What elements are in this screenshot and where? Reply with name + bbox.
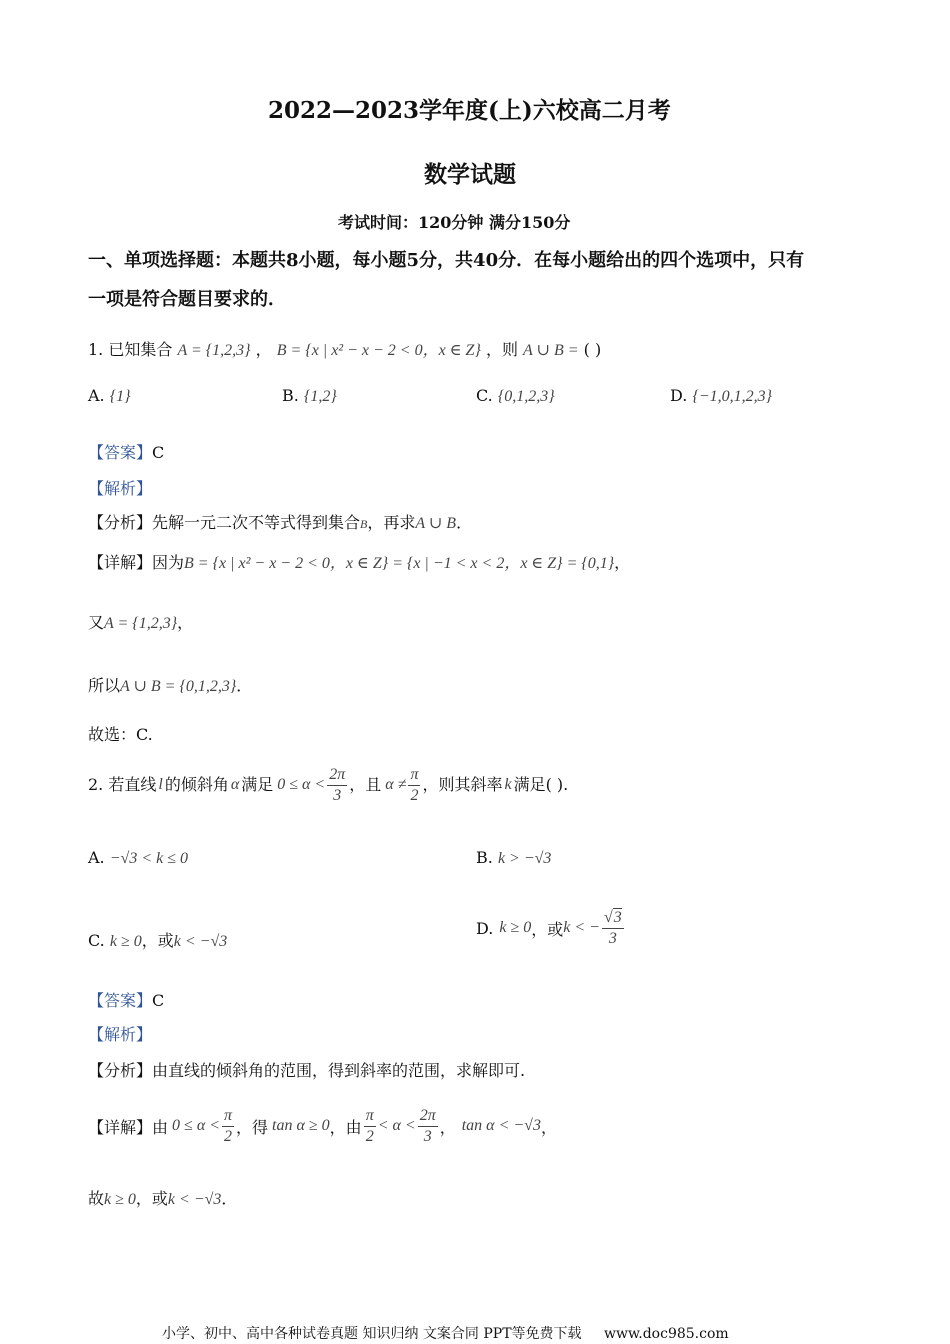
xiangjie-end: ，: [540, 1117, 557, 1137]
q1-guxuan: 故选：C.: [88, 725, 153, 744]
footer: [162, 1323, 729, 1343]
xiangjie-tan-neg: tan α < −√3: [461, 1117, 541, 1134]
fenxi-set-b: B: [360, 517, 368, 531]
q1-option-d[interactable]: [670, 386, 772, 406]
q1-analysis-tag: 【解析】: [88, 479, 153, 498]
option-value: {0,1,2,3}: [497, 388, 555, 405]
you-expr: A = {1,2,3}: [104, 615, 178, 632]
q2-mid1: 的倾斜角: [164, 775, 229, 794]
option-label: C.: [88, 931, 105, 950]
sqrt-radicand: 3: [613, 908, 622, 926]
frac-den: 2: [365, 1127, 374, 1145]
option-label: D.: [670, 386, 688, 405]
suoyi-expr: A ∪ B = {0,1,2,3}: [120, 678, 237, 695]
q1-union: A ∪ B =: [523, 342, 579, 359]
option-frac-sqrt3-3: [602, 908, 624, 949]
frac-den: 2: [224, 1127, 233, 1145]
footer-url[interactable]: www.doc985.com: [603, 1326, 729, 1342]
option-value: −√3 < k ≤ 0: [109, 850, 188, 867]
xiangjie-frac-pi-2b: [364, 1106, 376, 1147]
xiangjie-cond3: < α <: [377, 1117, 416, 1134]
q2-l: l: [158, 776, 163, 793]
fenxi-text: 先解一元二次不等式得到集合: [152, 513, 361, 532]
xiangjie-end: ，: [614, 553, 631, 572]
fenxi-expr: A ∪ B: [415, 515, 457, 532]
answer-value: C: [152, 991, 165, 1010]
you-text: 又: [88, 613, 105, 632]
xiangjie-comma: ，: [439, 1117, 456, 1137]
option-label: B.: [476, 848, 493, 867]
q1-set-b: B = {x | x² − x − 2 < 0，x ∈ Z}: [276, 342, 481, 359]
option-value: {1}: [109, 388, 131, 405]
q1-option-b[interactable]: [282, 386, 337, 406]
answer-tag: 【答案】: [88, 443, 153, 462]
option-value-b: k < −√3: [173, 933, 228, 950]
option-label: A.: [88, 848, 105, 867]
frac-num: π: [408, 765, 420, 786]
q2-option-b[interactable]: [476, 848, 551, 868]
q1-suoyi: [88, 673, 252, 696]
option-label: D.: [476, 918, 494, 938]
suoyi-end: ．: [236, 676, 253, 695]
xiangjie-because: 因为: [152, 553, 185, 572]
frac-num: π: [364, 1106, 376, 1127]
q1-fenxi: [88, 510, 472, 533]
q2-answer: [88, 988, 164, 1011]
q2-frac-pi-2: [408, 765, 420, 806]
xiangjie-you2: ，由: [329, 1117, 362, 1137]
xiangjie-tag: 【详解】: [88, 1117, 153, 1137]
q2-option-c[interactable]: [88, 928, 227, 951]
gu-expr2: k < −√3: [167, 1191, 222, 1208]
xiangjie-frac-pi-2: [222, 1106, 234, 1147]
xiangjie-tan-nonneg: tan α ≥ 0: [272, 1117, 330, 1134]
page-subtitle: 数学试题: [424, 161, 516, 188]
q2-prefix: 2. 若直线: [88, 775, 157, 794]
xiangjie-you: 由: [152, 1117, 169, 1137]
option-value: {−1,0,1,2,3}: [692, 388, 773, 405]
frac-num: 2π: [327, 765, 347, 786]
xiangjie-frac-2pi-3: [418, 1106, 438, 1147]
option-value-b: k < −: [563, 919, 600, 936]
option-label: C.: [476, 386, 493, 405]
option-or: ，或: [141, 931, 174, 950]
option-value-a: k ≥ 0: [109, 933, 142, 950]
option-value: k > −√3: [497, 850, 552, 867]
q2-option-d[interactable]: [476, 906, 626, 950]
q2-analysis-tag: 【解析】: [88, 1025, 153, 1044]
q1-xiangjie: [88, 550, 630, 573]
q2-frac-2pi-3: [327, 765, 347, 806]
q2-fenxi: [88, 1058, 525, 1081]
frac-num: √3: [602, 908, 624, 929]
answer-tag: 【答案】: [88, 991, 153, 1010]
frac-den: 3: [333, 786, 342, 804]
q1-you: [88, 610, 193, 633]
q2-qie: ，且: [349, 775, 382, 794]
question-1: [88, 330, 601, 371]
q2-conclusion: [88, 1186, 237, 1209]
fenxi-text-b: ，再求: [367, 513, 416, 532]
q1-answer: [88, 440, 164, 463]
option-label: A.: [88, 386, 105, 405]
q1-sep: ，: [255, 340, 272, 359]
fenxi-text: 由直线的倾斜角的范围，得到斜率的范围，求解即可.: [152, 1061, 526, 1080]
xiangjie-cond1: 0 ≤ α <: [172, 1117, 221, 1134]
frac-num: π: [222, 1106, 234, 1127]
xiangjie-expr: B = {x | x² − x − 2 < 0，x ∈ Z} = {x | −1 < x < 2，x ∈ Z} = {0,1}: [184, 555, 615, 572]
q1-paren: ( ): [583, 340, 602, 359]
suoyi-text: 所以: [88, 676, 121, 695]
section-header-line1: 一、单项选择题：本题共8小题，每小题5分，共40分．在每小题给出的四个选项中，只有: [88, 250, 805, 271]
gu-text: 故: [88, 1189, 105, 1208]
answer-value: C: [152, 443, 165, 462]
frac-den: 2: [410, 786, 419, 804]
q1-set-a: A = {1,2,3}: [177, 342, 251, 359]
q2-suffix: 满足( ).: [513, 775, 569, 794]
fenxi-tag: 【分析】: [88, 513, 153, 532]
q2-xiangjie: [88, 1102, 557, 1150]
footer-text: 小学、初中、高中各种试卷真题 知识归纳 文案合同 PPT等免费下载: [162, 1326, 582, 1342]
option-or: ，或: [531, 919, 564, 939]
xiangjie-de: ，得: [236, 1117, 269, 1137]
q1-suffix: ，则: [485, 340, 518, 359]
q2-alpha: α: [230, 776, 240, 793]
q1-prefix: 1. 已知集合: [88, 340, 173, 359]
gu-or: ，或: [135, 1189, 168, 1208]
q2-option-a[interactable]: [88, 848, 188, 868]
page-title: 2022—2023学年度(上)六校高二月考: [268, 97, 671, 124]
gu-end: ．: [221, 1189, 238, 1208]
q2-cond2: α ≠: [385, 776, 407, 793]
option-value-a: k ≥ 0: [499, 919, 532, 936]
frac-den: 3: [423, 1127, 432, 1145]
exam-info: 考试时间：120分钟 满分150分: [338, 213, 571, 232]
xiangjie-tag: 【详解】: [88, 553, 153, 572]
q1-option-a[interactable]: [88, 386, 131, 406]
q2-mid2: 满足: [241, 775, 274, 794]
option-value: {1,2}: [303, 388, 337, 405]
frac-num: 2π: [418, 1106, 438, 1127]
gu-expr1: k ≥ 0: [104, 1191, 136, 1208]
question-2: [88, 757, 568, 813]
option-label: B.: [282, 386, 299, 405]
fenxi-tag: 【分析】: [88, 1061, 153, 1080]
section-header-line2: 一项是符合题目要求的．: [88, 289, 286, 310]
q2-cond1: 0 ≤ α <: [277, 776, 326, 793]
frac-den: 3: [608, 929, 617, 947]
q2-mid3: ，则其斜率: [422, 775, 503, 794]
q1-option-c[interactable]: [476, 386, 555, 406]
fenxi-end: ．: [456, 513, 473, 532]
q2-k: k: [504, 776, 512, 793]
you-end: ，: [177, 613, 194, 632]
